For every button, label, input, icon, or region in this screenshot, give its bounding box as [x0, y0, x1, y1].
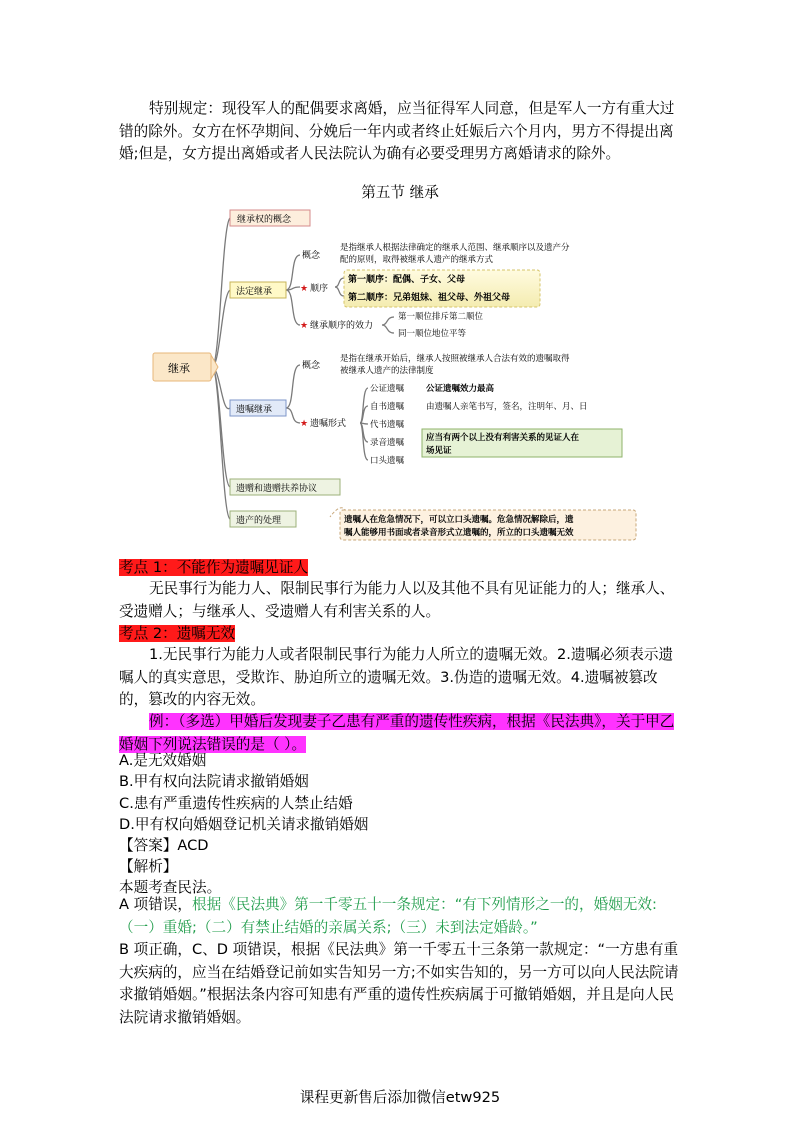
svg-text:概念: 概念: [302, 251, 321, 261]
star-icon: ★: [300, 284, 309, 294]
svg-text:场见证: 场见证: [426, 446, 452, 456]
svg-text:公证遗嘱效力最高: 公证遗嘱效力最高: [426, 384, 495, 394]
mindmap-estate: 遗产的处理: [236, 516, 282, 526]
svg-text:代书遗嘱: 代书遗嘱: [370, 420, 405, 430]
svg-text:嘱人能够用书面或者录音形式立遗嘱的，所立的口头遗嘱无效: 嘱人能够用书面或者录音形式立遗嘱的，所立的口头遗嘱无效: [344, 528, 574, 538]
inheritance-mindmap: [150, 205, 650, 545]
svg-text:概念: 概念: [302, 361, 321, 371]
footer-note: 课程更新售后添加微信etw925: [299, 1089, 501, 1106]
analysis-intro: 本题考查民法。: [119, 879, 222, 896]
svg-text:第一顺序：配偶、子女、父母: 第一顺序：配偶、子女、父母: [348, 275, 466, 285]
option-c: C.患有严重遗传性疾病的人禁止结婚: [119, 795, 353, 812]
mindmap-concept-right: 继承权的概念: [237, 215, 292, 225]
svg-text:公证遗嘱: 公证遗嘱: [370, 384, 405, 394]
analysis-bcd: B 项正确，C、D 项错误，根据《民法典》第一千零五十三条第一款规定：“一方患有重大疾病的，应当在结婚登记前如实告知另一方;不如实告知的，另一方可以向人民法院请求撤销婚姻。”根据法条内容可知患有严重的遗传性疾病属于可撤销婚姻，并且是向人民法院请求撤销婚姻。: [119, 941, 679, 1026]
svg-text:由遗嘱人亲笔书写，签名，注明年、月、日: 由遗嘱人亲笔书写，签名，注明年、月、日: [426, 402, 588, 412]
key-point-1-text: 无民事行为能力人、限制民事行为能力人以及其他不具有见证能力的人；继承人、受遗赠人；与继承人、受遗赠人有利害关系的人。: [119, 580, 675, 620]
mindmap-legal-succession: 法定继承: [236, 287, 273, 297]
section-title: 第五节 继承: [361, 184, 439, 201]
mindmap-root: 继承: [168, 362, 190, 375]
key-point-1-title: 考点 1：不能作为遗嘱见证人: [119, 559, 309, 576]
mindmap-bequest: 遗赠和遗赠扶养协议: [236, 484, 318, 494]
svg-text:被继承人遗产的法律制度: 被继承人遗产的法律制度: [340, 366, 434, 376]
analysis-title: 【解析】: [119, 858, 178, 875]
analysis-a: A 项错误，根据《民法典》第一千零五十一条规定：“有下列情形之一的，婚姻无效:（一）重婚;（二）有禁止结婚的亲属关系;（三）未到法定婚龄。”: [119, 896, 657, 936]
svg-text:★: ★: [300, 321, 309, 331]
svg-text:遗嘱人在危急情况下，可以立口头遗嘱。危急情况解除后，遗: 遗嘱人在危急情况下，可以立口头遗嘱。危急情况解除后，遗: [344, 515, 574, 525]
svg-text:录音遗嘱: 录音遗嘱: [370, 438, 405, 448]
example-question: 例：（多选）甲婚后发现妻子乙患有严重的遗传性疾病，根据《民法典》，关于甲乙婚姻下列说法错误的是（ ）。: [119, 713, 675, 753]
svg-text:同一顺位地位平等: 同一顺位地位平等: [398, 329, 467, 339]
key-point-2-title: 考点 2：遗嘱无效: [119, 625, 236, 642]
svg-text:配的原则，取得被继承人遗产的继承方式: 配的原则，取得被继承人遗产的继承方式: [340, 255, 494, 265]
svg-text:自书遗嘱: 自书遗嘱: [370, 402, 405, 412]
svg-text:应当有两个以上没有利害关系的见证人在: 应当有两个以上没有利害关系的见证人在: [426, 433, 580, 443]
option-b: B.甲有权向法院请求撤销婚姻: [119, 773, 309, 790]
svg-text:顺序: 顺序: [310, 284, 329, 294]
option-a: A.是无效婚姻: [119, 752, 207, 769]
svg-text:是指继承人根据法律确定的继承人范围、继承顺序以及遗产分: 是指继承人根据法律确定的继承人范围、继承顺序以及遗产分: [340, 243, 570, 253]
mindmap-will-succession: 遗嘱继承: [236, 405, 273, 415]
option-d: D.甲有权向婚姻登记机关请求撤销婚姻: [119, 816, 369, 833]
svg-text:★: ★: [300, 419, 309, 429]
svg-text:口头遗嘱: 口头遗嘱: [370, 456, 405, 466]
intro-paragraph: 特别规定：现役军人的配偶要求离婚，应当征得军人同意，但是军人一方有重大过错的除外。女方在怀孕期间、分娩后一年内或者终止妊娠后六个月内，男方不得提出离婚;但是，女方提出离婚或者人民法院认为确有必要受理男方离婚请求的除外。: [119, 100, 675, 162]
svg-text:第一顺位排斥第二顺位: 第一顺位排斥第二顺位: [398, 312, 484, 322]
answer: 【答案】ACD: [119, 837, 209, 854]
svg-text:继承顺序的效力: 继承顺序的效力: [310, 321, 374, 331]
key-point-2-text: 1.无民事行为能力人或者限制民事行为能力人所立的遗嘱无效。2.遗嘱必须表示遗嘱人的真实意思，受欺诈、胁迫所立的遗嘱无效。3.伪造的遗嘱无效。4.遗嘱被篡改的，篡改的内容无效。: [119, 646, 674, 708]
svg-text:遗嘱形式: 遗嘱形式: [310, 419, 347, 429]
svg-text:是指在继承开始后，继承人按照被继承人合法有效的遗嘱取得: 是指在继承开始后，继承人按照被继承人合法有效的遗嘱取得: [340, 354, 570, 364]
svg-text:第二顺序：兄弟姐妹、祖父母、外祖父母: 第二顺序：兄弟姐妹、祖父母、外祖父母: [348, 293, 511, 303]
